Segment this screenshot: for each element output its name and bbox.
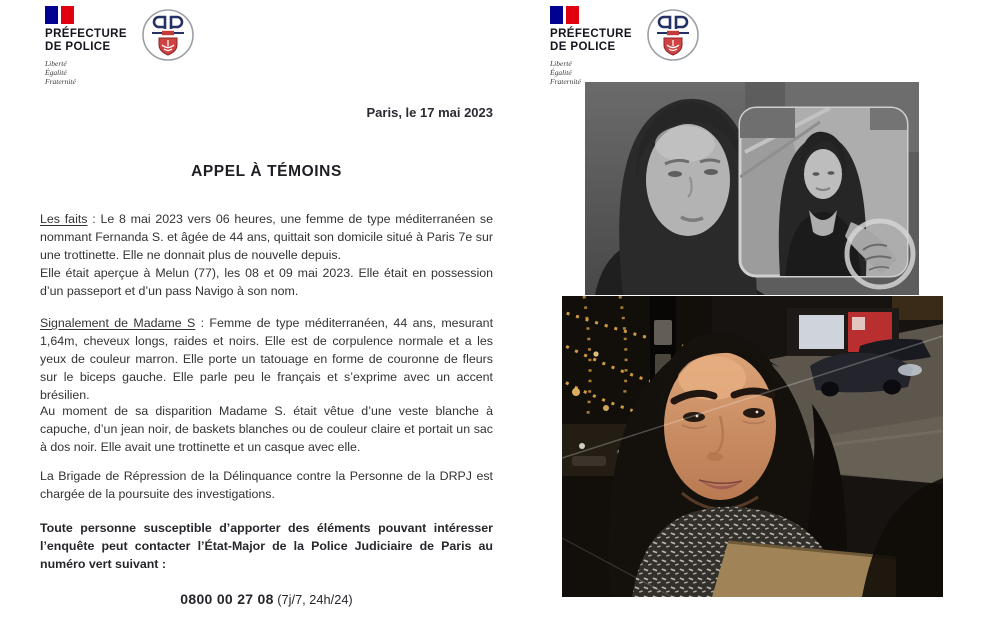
flag-red-band xyxy=(61,6,74,24)
paragraph-lead: Signalement de Madame S xyxy=(40,316,196,330)
agency-name-line2: DE POLICE xyxy=(45,41,111,53)
paragraph-lead: Les faits xyxy=(40,212,88,226)
agency-name-line1: PRÉFECTURE xyxy=(45,28,127,40)
paragraph-body: Le 8 mai 2023 vers 06 heures, une femme de type méditerranéen se nommant Fernanda S. et âgée de 44 ans, quittait son domicile situé à Paris 7e sur une trottinette. Elle ne donnait plus de nouvelle depuis. xyxy=(40,212,493,262)
paragraph-body: Femme de type méditerranéen, 44 ans, mesurant 1,64m, cheveux longs, raides et noirs. Elle est de corpulence normale et a les yeux de couleur marron. Elle porte un tatouage en forme de couronne de fleurs sur le biceps gauche. Elle parle peu le français et s’exprime avec un accent brésilien. xyxy=(40,316,494,402)
france-flag-icon xyxy=(550,6,632,24)
document-date: Paris, le 17 mai 2023 xyxy=(366,105,493,120)
hotline-line xyxy=(40,591,493,607)
paragraph-body: La Brigade de Répression de la Délinquance contre la Personne de la DRPJ est chargée de la poursuite des investigations. xyxy=(40,469,493,501)
photo-night-selfie xyxy=(562,296,943,597)
prefecture-de-police-seal-icon xyxy=(646,8,700,62)
photo-grayscale-composite xyxy=(585,82,919,295)
flag-red-band xyxy=(566,6,579,24)
lead-separator: : xyxy=(195,316,210,330)
motto-liberte: Liberté xyxy=(45,59,67,68)
paragraph-signalement xyxy=(40,314,493,404)
motto-egalite: Égalité xyxy=(550,68,572,77)
paragraph-contact xyxy=(40,519,493,573)
document-title: APPEL À TÉMOINS xyxy=(191,163,342,180)
lead-separator: : xyxy=(87,212,101,226)
paragraph-body: Elle était aperçue à Melun (77), les 08 et 09 mai 2023. Elle était en possession d’un passeport et d’un pass Navigo à son nom. xyxy=(40,266,493,298)
flag-blue-band xyxy=(45,6,58,24)
france-flag-icon xyxy=(45,6,127,24)
motto-egalite: Égalité xyxy=(45,68,67,77)
motto-liberte: Liberté xyxy=(550,59,572,68)
hotline-hours: (7j/7, 24h/24) xyxy=(273,592,353,607)
paragraph-clothing xyxy=(40,402,493,456)
paragraph-brigade xyxy=(40,467,493,503)
prefecture-header-left xyxy=(45,6,195,86)
agency-identity xyxy=(45,6,127,86)
motto-fraternite: Fraternité xyxy=(45,77,76,86)
paragraph-body: Au moment de sa disparition Madame S. était vêtue d’une veste blanche à capuche, d’un jean noir, de baskets blanches ou de couleur claire et portait un sac à dos noir. Elle avait une trottinette et un casque avec elle. xyxy=(40,404,493,454)
paragraph-sighting xyxy=(40,264,493,300)
agency-name-line1: PRÉFECTURE xyxy=(550,28,632,40)
flag-blue-band xyxy=(550,6,563,24)
paragraph-les-faits xyxy=(40,210,493,264)
agency-name-line2: DE POLICE xyxy=(550,41,616,53)
paragraph-body: Toute personne susceptible d’apporter des éléments pouvant intéresser l’enquête peut contacter l’État-Major de la Police Judiciaire de Paris au numéro vert suivant : xyxy=(40,521,493,571)
motto-fraternite: Fraternité xyxy=(550,77,581,86)
prefecture-header-right xyxy=(550,6,700,86)
prefecture-de-police-seal-icon xyxy=(141,8,195,62)
agency-identity xyxy=(550,6,632,86)
republic-motto xyxy=(45,59,127,86)
hotline-number: 0800 00 27 08 xyxy=(180,591,274,607)
